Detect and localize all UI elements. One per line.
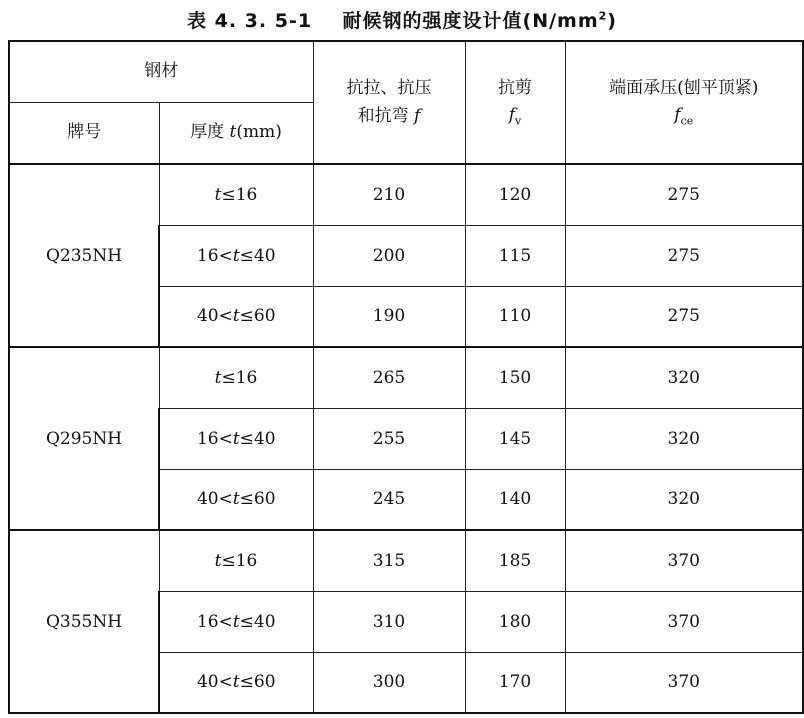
header-shear-symbol-line [466, 102, 565, 130]
header-bearing-symbol: f [674, 105, 681, 126]
thickness-prefix: 40< [196, 489, 233, 510]
header-thickness-var: t [229, 122, 237, 143]
header-tension-text: 和抗弯 [357, 105, 415, 126]
thickness-cell [159, 591, 313, 652]
thickness-cell [159, 408, 313, 469]
tension-value-cell: 300 [313, 652, 465, 713]
header-bearing [565, 41, 803, 164]
thickness-cell [159, 225, 313, 286]
header-tension [313, 41, 465, 164]
thickness-suffix: ≤60 [239, 489, 276, 510]
bearing-value-cell: 370 [565, 530, 803, 591]
shear-value-cell: 150 [465, 347, 565, 408]
thickness-cell [159, 652, 313, 713]
header-material: 钢材 [9, 41, 313, 102]
shear-value-cell: 170 [465, 652, 565, 713]
table-title-close: ) [607, 10, 617, 32]
thickness-cell [159, 469, 313, 530]
thickness-suffix: ≤16 [221, 367, 258, 388]
tension-value-cell: 255 [313, 408, 465, 469]
header-tension-line1: 抗拉、抗压 [346, 78, 432, 99]
header-bearing-symbol-line [566, 102, 803, 130]
tension-value-cell: 310 [313, 591, 465, 652]
table-title-text: 耐候钢的强度设计值(N/mm [342, 10, 599, 32]
shear-value-cell: 120 [465, 164, 565, 225]
shear-value-cell: 145 [465, 408, 565, 469]
bearing-value-cell: 275 [565, 164, 803, 225]
grade-cell: Q355NH [9, 530, 159, 713]
tension-value-cell: 315 [313, 530, 465, 591]
header-tension-line2 [314, 103, 465, 130]
header-bearing-label: 端面承压(刨平顶紧) [609, 77, 759, 98]
table-row [9, 347, 803, 408]
bearing-value-cell: 320 [565, 408, 803, 469]
bearing-value-cell: 320 [565, 469, 803, 530]
thickness-var: t [232, 428, 240, 449]
table-row [9, 530, 803, 591]
thickness-var: t [214, 367, 222, 388]
header-row-1 [9, 41, 803, 102]
header-thickness [159, 102, 313, 164]
header-grade: 牌号 [9, 102, 159, 164]
thickness-prefix: 40< [196, 306, 233, 327]
thickness-var: t [214, 550, 222, 571]
grade-cell: Q235NH [9, 164, 159, 347]
thickness-cell [159, 164, 313, 225]
header-thickness-prefix: 厚度 [190, 122, 230, 143]
thickness-var: t [232, 489, 240, 510]
header-bearing-sub: ce [680, 114, 694, 128]
thickness-prefix: 16< [196, 428, 233, 449]
header-shear [465, 41, 565, 164]
bearing-value-cell: 370 [565, 591, 803, 652]
thickness-var: t [232, 611, 240, 632]
tension-value-cell: 245 [313, 469, 465, 530]
tension-value-cell: 190 [313, 286, 465, 347]
thickness-suffix: ≤40 [239, 245, 276, 266]
thickness-suffix: ≤60 [239, 672, 276, 693]
thickness-var: t [232, 672, 240, 693]
header-shear-symbol: f [508, 105, 516, 126]
thickness-cell [159, 347, 313, 408]
thickness-var: t [232, 245, 240, 266]
thickness-suffix: ≤60 [239, 306, 276, 327]
shear-value-cell: 110 [465, 286, 565, 347]
header-shear-label: 抗剪 [498, 77, 532, 98]
header-thickness-unit: (mm) [236, 122, 282, 143]
thickness-suffix: ≤16 [221, 184, 258, 205]
bearing-value-cell: 275 [565, 286, 803, 347]
tension-value-cell: 200 [313, 225, 465, 286]
thickness-prefix: 16< [196, 611, 233, 632]
thickness-prefix: 16< [196, 245, 233, 266]
header-shear-sub: v [515, 114, 522, 128]
thickness-cell [159, 530, 313, 591]
tension-value-cell: 210 [313, 164, 465, 225]
bearing-value-cell: 275 [565, 225, 803, 286]
bearing-value-cell: 320 [565, 347, 803, 408]
thickness-var: t [214, 184, 222, 205]
bearing-value-cell: 370 [565, 652, 803, 713]
strength-table [8, 40, 804, 714]
shear-value-cell: 180 [465, 591, 565, 652]
thickness-var: t [232, 306, 240, 327]
shear-value-cell: 185 [465, 530, 565, 591]
header-tension-symbol: f [414, 105, 421, 126]
tension-value-cell: 265 [313, 347, 465, 408]
thickness-prefix: 40< [196, 672, 233, 693]
table-title [0, 6, 804, 33]
table-number: 表 4. 3. 5-1 [187, 10, 313, 32]
shear-value-cell: 115 [465, 225, 565, 286]
grade-cell: Q295NH [9, 347, 159, 530]
thickness-suffix: ≤16 [221, 550, 258, 571]
thickness-suffix: ≤40 [239, 611, 276, 632]
table-row [9, 164, 803, 225]
thickness-suffix: ≤40 [239, 428, 276, 449]
thickness-cell [159, 286, 313, 347]
shear-value-cell: 140 [465, 469, 565, 530]
table-title-sup: 2 [598, 9, 608, 23]
